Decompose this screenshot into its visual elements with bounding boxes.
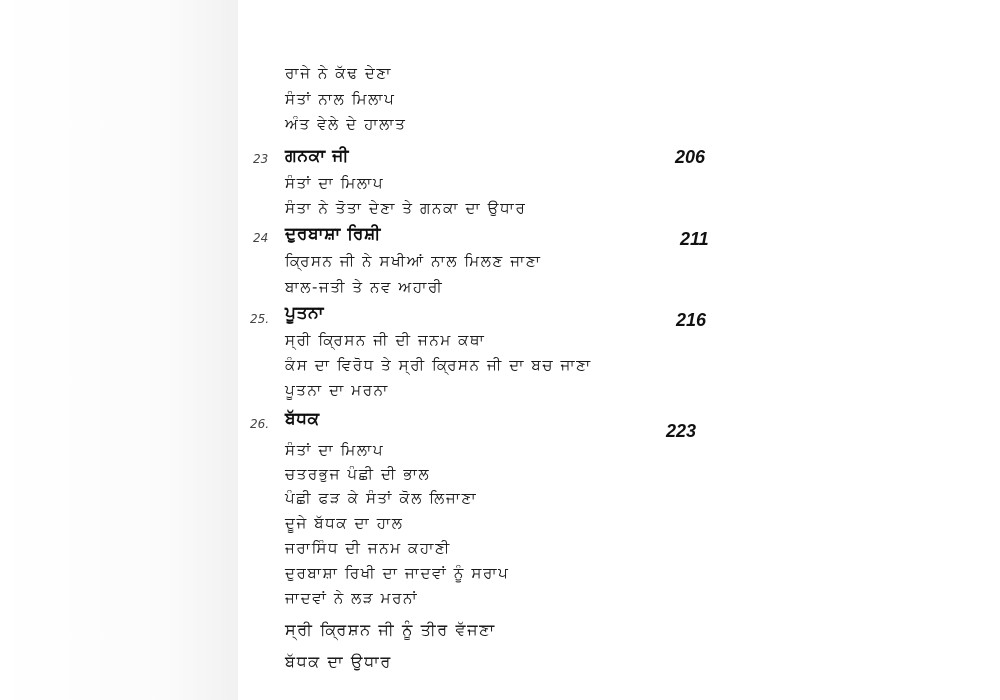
chapter-number: 23 [253, 152, 269, 166]
chapter-title: ਪੂਤਨਾ [285, 303, 325, 323]
toc-subitem: ਸ੍ਰੀ ਕ੍ਰਿਸਨ ਜੀ ਦੀ ਜਨਮ ਕਥਾ [285, 331, 486, 349]
toc-subitem: ਸੰਤਾਂ ਨਾਲ ਮਿਲਾਪ [285, 90, 396, 108]
toc-subitem: ਜਰਾਸਿੰਧ ਦੀ ਜਨਮ ਕਹਾਣੀ [285, 539, 451, 557]
toc-subitem: ਪੂਤਨਾ ਦਾ ਮਰਨਾ [285, 381, 389, 399]
toc-subitem: ਚਤਰਭੁਜ ਪੰਛੀ ਦੀ ਭਾਲ [285, 465, 431, 483]
toc-subitem: ਸੰਤਾ ਨੇ ਤੋਤਾ ਦੇਣਾ ਤੇ ਗਨਕਾ ਦਾ ਉਧਾਰ [285, 199, 527, 217]
chapter-page-number: 206 [675, 147, 706, 167]
chapter-title: ਗਨਕਾ ਜੀ [285, 146, 350, 166]
chapter-number: 25. [250, 312, 270, 326]
page-gutter [0, 0, 238, 700]
toc-subitem: ਦੁਰਬਾਸ਼ਾ ਰਿਖੀ ਦਾ ਜਾਦਵਾਂ ਨੂੰ ਸਰਾਪ [285, 564, 510, 582]
chapter-page-number: 216 [676, 310, 707, 330]
toc-subitem: ਅੰਤ ਵੇਲੇ ਦੇ ਹਾਲਾਤ [285, 115, 407, 133]
toc-subitem: ਸ੍ਰੀ ਕ੍ਰਿਸ਼ਨ ਜੀ ਨੂੰ ਤੀਰ ਵੱਜਣਾ [285, 620, 496, 639]
toc-subitem: ਪੰਛੀ ਫੜ ਕੇ ਸੰਤਾਂ ਕੋਲ ਲਿਜਾਣਾ [285, 489, 478, 507]
toc-subitem: ਸੰਤਾਂ ਦਾ ਮਿਲਾਪ [285, 174, 385, 192]
contents-page [238, 0, 1000, 700]
toc-subitem: ਕ੍ਰਿਸਨ ਜੀ ਨੇ ਸਖੀਆਂ ਨਾਲ ਮਿਲਣ ਜਾਣਾ [285, 252, 542, 270]
chapter-page-number: 211 [680, 229, 709, 249]
toc-subitem: ਰਾਜੇ ਨੇ ਕੱਢ ਦੇਣਾ [285, 64, 393, 82]
toc-subitem: ਜਾਦਵਾਂ ਨੇ ਲੜ ਮਰਨਾਂ [285, 589, 419, 607]
toc-subitem: ਬੱਧਕ ਦਾ ਉਧਾਰ [285, 652, 392, 671]
chapter-number: 26. [250, 417, 270, 431]
chapter-title: ਦੁਰਬਾਸ਼ਾ ਰਿਸ਼ੀ [285, 224, 382, 244]
toc-subitem: ਕੰਸ ਦਾ ਵਿਰੋਧ ਤੇ ਸ੍ਰੀ ਕ੍ਰਿਸਨ ਜੀ ਦਾ ਬਚ ਜਾਣਾ [285, 356, 592, 374]
chapter-number: 24 [253, 231, 269, 245]
chapter-page-number: 223 [666, 421, 697, 441]
toc-subitem: ਬਾਲ-ਜਤੀ ਤੇ ਨਵ ਅਹਾਰੀ [285, 278, 444, 296]
toc-subitem: ਸੰਤਾਂ ਦਾ ਮਿਲਾਪ [285, 441, 385, 459]
chapter-title: ਬੱਧਕ [285, 409, 320, 429]
toc-subitem: ਦੂਜੇ ਬੱਧਕ ਦਾ ਹਾਲ [285, 514, 404, 532]
